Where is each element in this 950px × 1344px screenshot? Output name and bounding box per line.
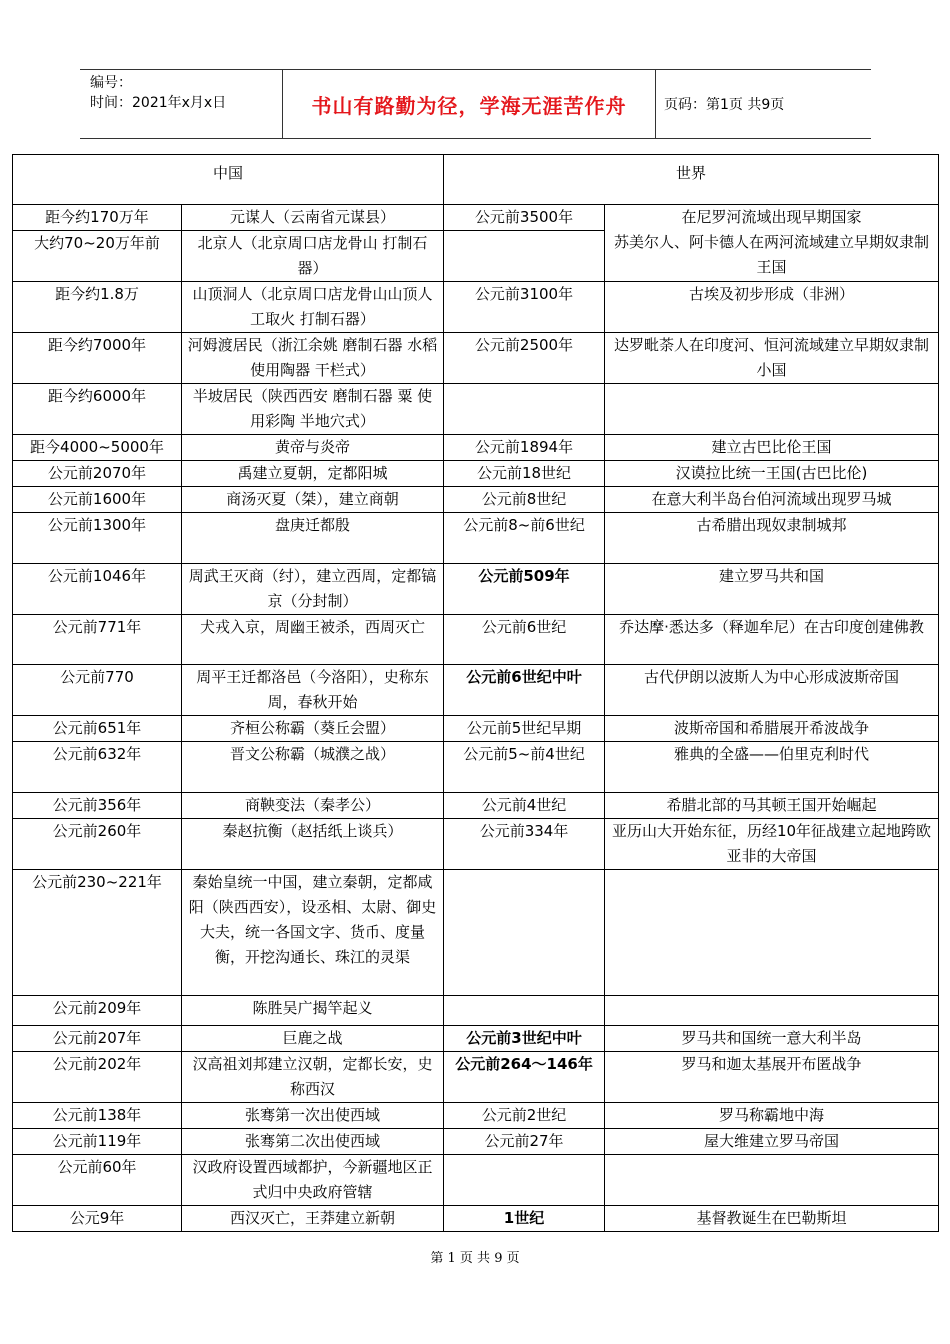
world-event: 亚历山大开始东征，历经10年征战建立起地跨欧亚非的大帝国	[605, 819, 939, 870]
world-event: 希腊北部的马其顿王国开始崛起	[605, 793, 939, 819]
china-event: 张骞第二次出使西域	[182, 1129, 444, 1155]
table-row	[13, 1206, 939, 1232]
timeline-table	[12, 154, 939, 1232]
world-event: 古代伊朗以波斯人为中心形成波斯帝国	[605, 665, 939, 716]
table-row	[13, 742, 939, 793]
world-event	[605, 1155, 939, 1206]
table-row	[13, 665, 939, 716]
table-row	[13, 1155, 939, 1206]
number-label: 编号：	[90, 75, 132, 91]
world-event-line: 苏美尔人、阿卡德人在两河流域建立早期奴隶制王国	[614, 233, 930, 276]
world-event	[605, 870, 939, 996]
table-row	[13, 1052, 939, 1103]
china-event: 秦赵抗衡（赵括纸上谈兵）	[182, 819, 444, 870]
china-date: 公元前771年	[13, 615, 182, 665]
china-date: 距今约6000年	[13, 384, 182, 435]
china-date: 距今约170万年	[13, 205, 182, 231]
world-date: 公元前8世纪	[444, 487, 605, 513]
china-date: 大约70~20万年前	[13, 231, 182, 282]
china-date: 距今约7000年	[13, 333, 182, 384]
table-row	[13, 615, 939, 665]
world-date	[444, 1155, 605, 1206]
world-event	[605, 996, 939, 1026]
china-event: 黄帝与炎帝	[182, 435, 444, 461]
china-date: 公元前2070年	[13, 461, 182, 487]
table-row	[13, 513, 939, 564]
table-row	[13, 793, 939, 819]
table-row	[13, 205, 939, 231]
world-event: 建立古巴比伦王国	[605, 435, 939, 461]
world-event: 罗马共和国统一意大利半岛	[605, 1026, 939, 1052]
world-event: 基督教诞生在巴勒斯坦	[605, 1206, 939, 1232]
world-event: 罗马和迦太基展开布匿战争	[605, 1052, 939, 1103]
world-date: 1世纪	[444, 1206, 605, 1232]
world-date: 公元前2世纪	[444, 1103, 605, 1129]
page-info: 页码：第1页 共9页	[664, 97, 785, 113]
table-row	[13, 819, 939, 870]
table-row	[13, 282, 939, 333]
world-event: 在意大利半岛台伯河流域出现罗马城	[605, 487, 939, 513]
china-event: 盘庚迁都殷	[182, 513, 444, 564]
world-event: 罗马称霸地中海	[605, 1103, 939, 1129]
world-date	[444, 870, 605, 996]
china-date: 公元前60年	[13, 1155, 182, 1206]
china-event: 陈胜吴广揭竿起义	[182, 996, 444, 1026]
world-date: 公元前3世纪中叶	[444, 1026, 605, 1052]
china-event: 商汤灭夏（桀），建立商朝	[182, 487, 444, 513]
china-date: 公元前1046年	[13, 564, 182, 615]
world-date: 公元前3100年	[444, 282, 605, 333]
world-date: 公元前509年	[444, 564, 605, 615]
table-header-row	[13, 155, 939, 205]
china-event: 河姆渡居民（浙江余姚 磨制石器 水稻 使用陶器 干栏式）	[182, 333, 444, 384]
world-event: 建立罗马共和国	[605, 564, 939, 615]
world-event: 古埃及初步形成（非洲）	[605, 282, 939, 333]
world-date: 公元前264～146年	[444, 1052, 605, 1103]
world-date	[444, 231, 605, 282]
world-event: 乔达摩·悉达多（释迦牟尼）在古印度创建佛教	[605, 615, 939, 665]
table-row	[13, 435, 939, 461]
world-date: 公元前3500年	[444, 205, 605, 231]
header-motto-cell	[282, 70, 656, 138]
china-date: 距今4000~5000年	[13, 435, 182, 461]
world-event: 波斯帝国和希腊展开希波战争	[605, 716, 939, 742]
china-date: 公元前651年	[13, 716, 182, 742]
china-date: 公元前209年	[13, 996, 182, 1026]
china-event: 禹建立夏朝，定都阳城	[182, 461, 444, 487]
china-event: 山顶洞人（北京周口店龙骨山山顶人工取火 打制石器）	[182, 282, 444, 333]
table-row	[13, 1129, 939, 1155]
world-date	[444, 384, 605, 435]
table-row	[13, 487, 939, 513]
china-event: 周武王灭商（纣），建立西周，定都镐京（分封制）	[182, 564, 444, 615]
china-date: 公元前632年	[13, 742, 182, 793]
world-date: 公元前18世纪	[444, 461, 605, 487]
china-event: 周平王迁都洛邑（今洛阳），史称东周，春秋开始	[182, 665, 444, 716]
column-header-china: 中国	[13, 155, 444, 205]
world-date: 公元前6世纪中叶	[444, 665, 605, 716]
table-row	[13, 716, 939, 742]
world-event-line: 在尼罗河流域出现早期国家	[681, 208, 862, 226]
table-row	[13, 333, 939, 384]
china-date: 公元前1600年	[13, 487, 182, 513]
china-event: 北京人（北京周口店龙骨山 打制石器）	[182, 231, 444, 282]
world-event	[605, 384, 939, 435]
column-header-world: 世界	[444, 155, 939, 205]
china-date: 公元前260年	[13, 819, 182, 870]
china-event: 张骞第一次出使西域	[182, 1103, 444, 1129]
world-event: 屋大维建立罗马帝国	[605, 1129, 939, 1155]
china-date: 公元前770	[13, 665, 182, 716]
world-date: 公元前1894年	[444, 435, 605, 461]
world-date: 公元前4世纪	[444, 793, 605, 819]
world-event	[605, 205, 939, 282]
world-date: 公元前27年	[444, 1129, 605, 1155]
page-footer: 第 1 页 共 9 页	[430, 1251, 520, 1266]
china-date: 公元前207年	[13, 1026, 182, 1052]
world-date: 公元前2500年	[444, 333, 605, 384]
china-event: 巨鹿之战	[182, 1026, 444, 1052]
world-date: 公元前6世纪	[444, 615, 605, 665]
page-header	[80, 69, 871, 139]
header-page-cell	[654, 70, 871, 138]
china-event: 汉政府设置西域都护，今新疆地区正式归中央政府管辖	[182, 1155, 444, 1206]
china-event: 齐桓公称霸（葵丘会盟）	[182, 716, 444, 742]
time-label: 时间：2021年x月x日	[90, 95, 227, 111]
china-event: 犬戎入京，周幽王被杀，西周灭亡	[182, 615, 444, 665]
china-date: 距今约1.8万	[13, 282, 182, 333]
china-event: 元谋人（云南省元谋县）	[182, 205, 444, 231]
table-row	[13, 870, 939, 996]
world-event: 汉谟拉比统一王国(古巴比伦)	[605, 461, 939, 487]
table-row	[13, 1026, 939, 1052]
china-date: 公元前202年	[13, 1052, 182, 1103]
table-row	[13, 461, 939, 487]
china-date: 公元9年	[13, 1206, 182, 1232]
table-row	[13, 564, 939, 615]
table-row	[13, 1103, 939, 1129]
china-event: 秦始皇统一中国，建立秦朝，定都咸阳（陕西西安），设丞相、太尉、御史大夫，统一各国文字、货币、度量衡，开挖沟通长、珠江的灵渠	[182, 870, 444, 996]
world-event: 雅典的全盛——伯里克利时代	[605, 742, 939, 793]
china-event: 西汉灭亡，王莽建立新朝	[182, 1206, 444, 1232]
table-row	[13, 996, 939, 1026]
china-date: 公元前1300年	[13, 513, 182, 564]
header-meta	[80, 70, 282, 138]
world-event: 达罗毗荼人在印度河、恒河流域建立早期奴隶制小国	[605, 333, 939, 384]
table-row	[13, 384, 939, 435]
world-date: 公元前8~前6世纪	[444, 513, 605, 564]
china-date: 公元前119年	[13, 1129, 182, 1155]
world-date: 公元前334年	[444, 819, 605, 870]
china-date: 公元前230~221年	[13, 870, 182, 996]
china-date: 公元前356年	[13, 793, 182, 819]
world-date: 公元前5~前4世纪	[444, 742, 605, 793]
world-date: 公元前5世纪早期	[444, 716, 605, 742]
motto: 书山有路勤为径，学海无涯苦作舟	[311, 93, 627, 118]
china-event: 商鞅变法（秦孝公）	[182, 793, 444, 819]
china-event: 汉高祖刘邦建立汉朝，定都长安，史称西汉	[182, 1052, 444, 1103]
china-event: 半坡居民（陕西西安 磨制石器 粟 使用彩陶 半地穴式）	[182, 384, 444, 435]
china-date: 公元前138年	[13, 1103, 182, 1129]
china-event: 晋文公称霸（城濮之战）	[182, 742, 444, 793]
world-event: 古希腊出现奴隶制城邦	[605, 513, 939, 564]
world-date	[444, 996, 605, 1026]
